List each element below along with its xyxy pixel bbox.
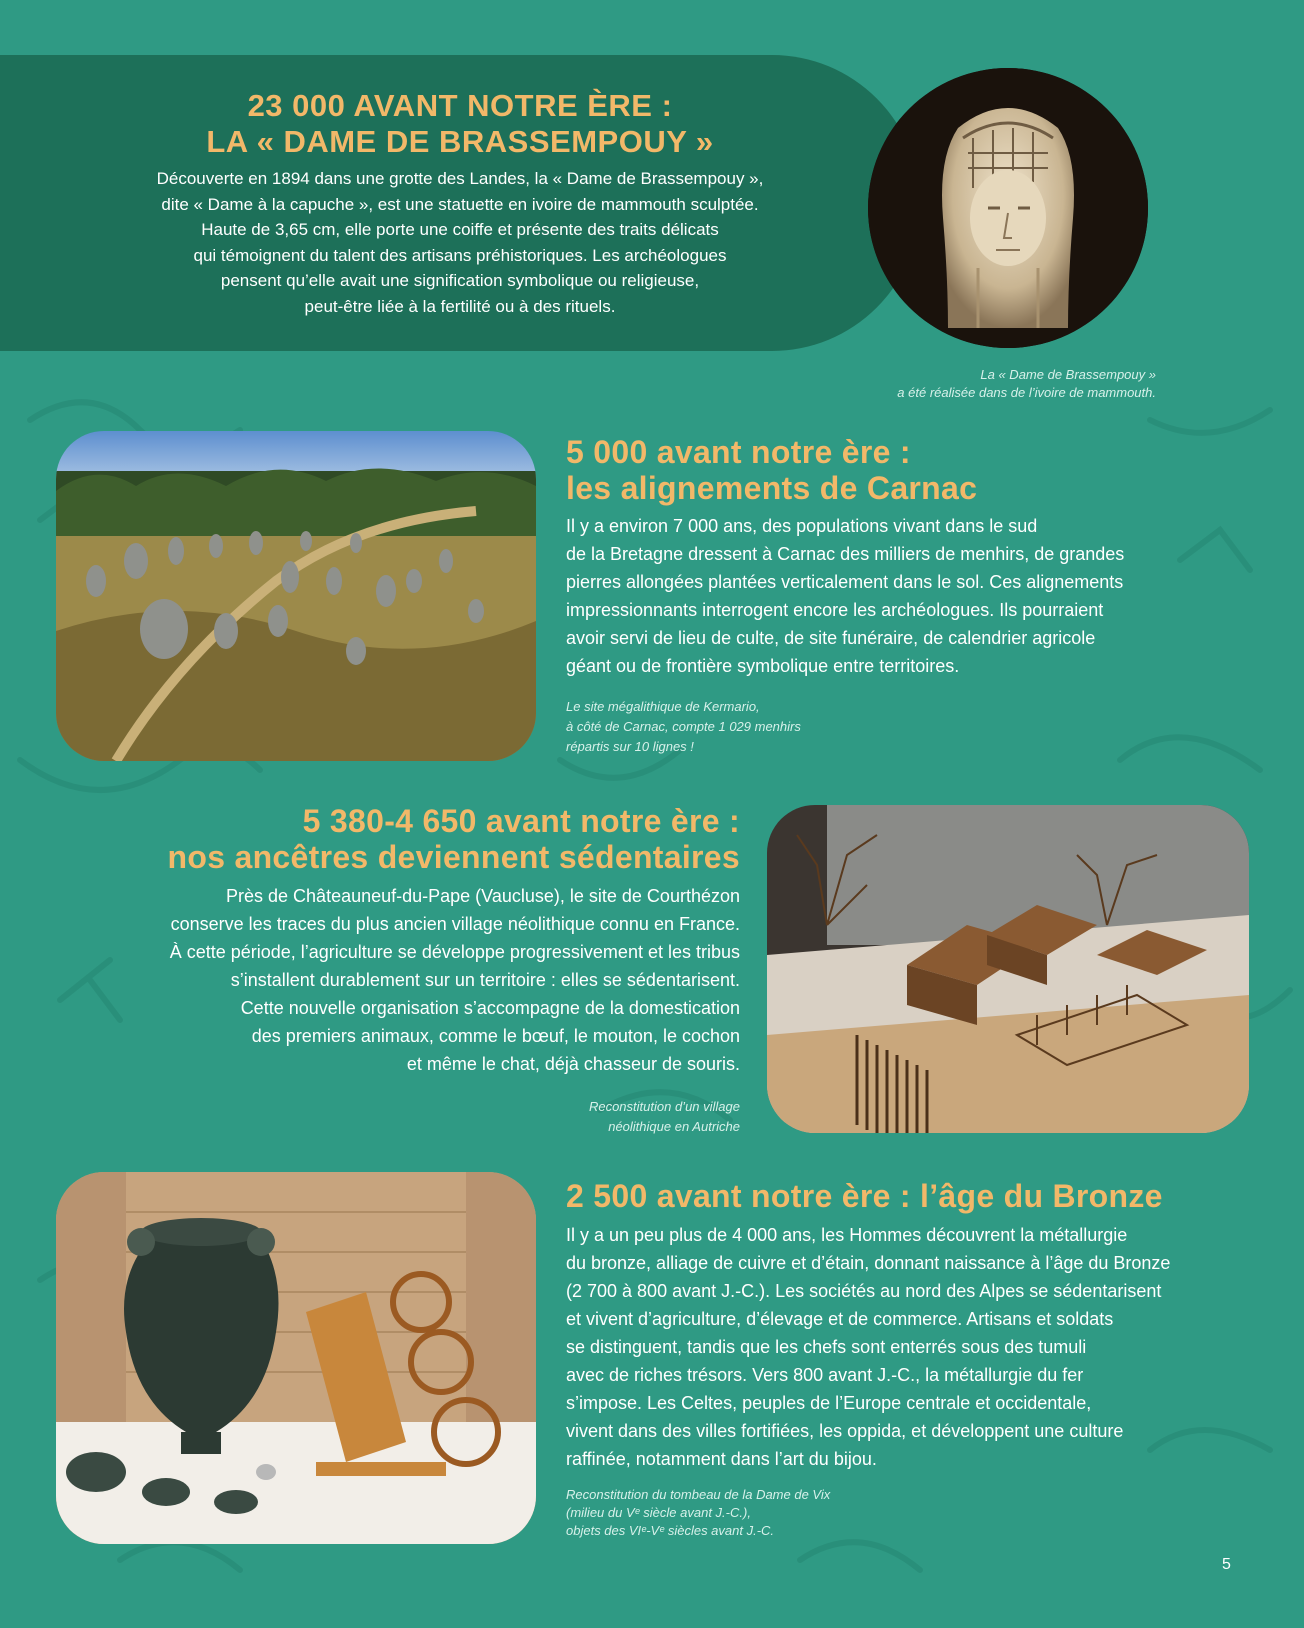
section3-body-line: des premiers animaux, comme le bœuf, le mouton, le cochon <box>251 1026 740 1046</box>
caption-line: néolithique en Autriche <box>608 1119 740 1134</box>
section2-caption <box>566 697 966 757</box>
section3-body-line: À cette période, l’agriculture se développe progressivement et les tribus <box>169 942 740 962</box>
section3-caption <box>340 1097 740 1137</box>
caption-line: (milieu du Vᵉ siècle avant J.-C.), <box>566 1505 751 1520</box>
section1-caption <box>796 366 1156 402</box>
caption-line: objets des VIᵉ-Vᵉ siècles avant J.-C. <box>566 1523 775 1538</box>
section3-body-line: Cette nouvelle organisation s’accompagne de la domestication <box>240 998 740 1018</box>
section3-body <box>40 882 740 1078</box>
section3-body-line: s’installent durablement sur un territoire : elles se sédentarisent. <box>230 970 740 990</box>
section1-title-line: 23 000 AVANT NOTRE ÈRE : <box>247 88 673 123</box>
caption-line: Le site mégalithique de Kermario, <box>566 699 760 714</box>
section1-body <box>70 166 850 319</box>
brassempouy-figurine-photo <box>868 68 1148 348</box>
section4-body-line: s’impose. Les Celtes, peuples de l’Europe centrale et occidentale, <box>566 1393 1092 1413</box>
caption-line: Reconstitution d’un village <box>588 1099 740 1114</box>
section3-title-line: nos ancêtres deviennent sédentaires <box>167 839 740 875</box>
section4-body-line: et vivent d’agriculture, d’élevage et de commerce. Artisans et soldats <box>566 1309 1114 1329</box>
caption-line: La « Dame de Brassempouy » <box>980 367 1156 382</box>
section4-body-line: Il y a un peu plus de 4 000 ans, les Hommes découvrent la métallurgie <box>566 1225 1128 1245</box>
section2-title-line: les alignements de Carnac <box>566 470 978 506</box>
section1-body-line: Découverte en 1894 dans une grotte des Landes, la « Dame de Brassempouy », <box>156 169 764 188</box>
caption-line: répartis sur 10 lignes ! <box>566 739 694 754</box>
section4-caption <box>566 1486 966 1540</box>
carnac-menhirs-photo <box>56 431 536 761</box>
section3-body-line: conserve les traces du plus ancien village néolithique connu en France. <box>170 914 740 934</box>
section3-title-line: 5 380-4 650 avant notre ère : <box>302 803 740 839</box>
section2-body-line: Il y a environ 7 000 ans, des populations vivant dans le sud <box>566 516 1038 536</box>
page-number: 5 <box>1222 1556 1231 1573</box>
section1-body-line: Haute de 3,65 cm, elle porte une coiffe et présente des traits délicats <box>201 220 719 239</box>
section4-body <box>566 1221 1286 1473</box>
caption-line: a été réalisée dans de l’ivoire de mammouth. <box>897 385 1156 400</box>
section2-body-line: impressionnants interrogent encore les archéologues. Ils pourraient <box>566 600 1104 620</box>
section3-title <box>40 803 740 875</box>
vix-tomb-photo <box>56 1172 536 1544</box>
section1-body-line: pensent qu’elle avait une signification symbolique ou religieuse, <box>220 271 700 290</box>
section1-body-line: dite « Dame à la capuche », est une statuette en ivoire de mammouth sculptée. <box>161 194 759 214</box>
section1-body-line: peut-être liée à la fertilité ou à des rituels. <box>304 296 616 316</box>
section4-title-line: 2 500 avant notre ère : l’âge du Bronze <box>566 1178 1163 1214</box>
caption-line: à côté de Carnac, compte 1 029 menhirs <box>566 719 801 734</box>
section4-body-line: (2 700 à 800 avant J.-C.). Les sociétés au nord des Alpes se sédentarisent <box>566 1281 1162 1301</box>
section2-body-line: géant ou de frontière symbolique entre territoires. <box>566 656 960 676</box>
section2-title <box>566 434 1266 506</box>
section4-body-line: vivent dans des villes fortifiées, les oppida, et développent une culture <box>566 1421 1124 1441</box>
section4-body-line: se distinguent, tandis que les chefs sont enterrés sous des tumuli <box>566 1337 1087 1357</box>
section1-body-line: qui témoignent du talent des artisans préhistoriques. Les archéologues <box>193 245 727 265</box>
section2-body-line: de la Bretagne dressent à Carnac des milliers de menhirs, de grandes <box>566 544 1125 564</box>
section2-body-line: pierres allongées plantées verticalement dans le sol. Ces alignements <box>566 572 1124 592</box>
section2-title-line: 5 000 avant notre ère : <box>566 434 911 470</box>
section4-body-line: raffinée, notamment dans l’art du bijou. <box>566 1449 877 1469</box>
section3-body-line: et même le chat, déjà chasseur de souris. <box>406 1054 740 1074</box>
section4-body-line: avec de riches trésors. Vers 800 avant J.-C., la métallurgie du fer <box>566 1365 1084 1385</box>
section3-body-line: Près de Châteauneuf-du-Pape (Vaucluse), le site de Courthézon <box>226 886 740 906</box>
section2-body <box>566 512 1286 680</box>
section1-title <box>80 88 840 160</box>
section1-title-line: LA « DAME DE BRASSEMPOUY » <box>206 124 714 159</box>
section2-body-line: avoir servi de lieu de culte, de site funéraire, de calendrier agricole <box>566 628 1096 648</box>
section4-body-line: du bronze, alliage de cuivre et d’étain, donnant naissance à l’âge du Bronze <box>566 1253 1171 1273</box>
neolithic-village-photo <box>767 805 1249 1133</box>
section4-title <box>566 1178 1286 1214</box>
caption-line: Reconstitution du tombeau de la Dame de Vix <box>566 1487 831 1502</box>
